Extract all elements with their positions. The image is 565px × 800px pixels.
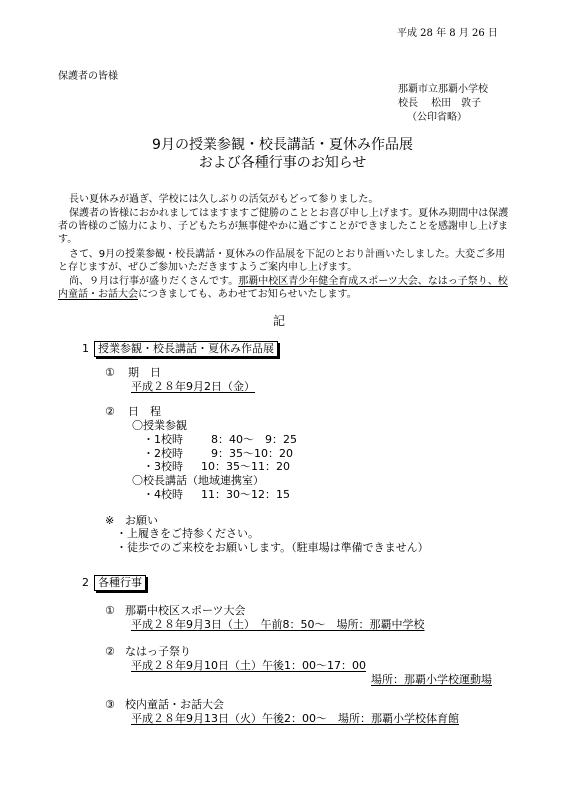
event-2-date: 平成２８年9月10日（土）午後1：00～17：00: [131, 659, 366, 672]
title-line-1: 9月の授業参観・校長講話・夏休み作品展: [152, 137, 413, 153]
item-1-value: 平成２８年9月2日（金）: [131, 380, 255, 393]
item-2-number: ②: [105, 405, 115, 418]
section-2-heading: 各種行事: [94, 575, 146, 591]
period-4-time: 11：30～12：15: [201, 488, 290, 501]
event-1-date: 平成２８年9月3日（土） 午前8：50～ 場所：那覇中学校: [131, 618, 425, 631]
section-1-heading: 授業参観・校長講話・夏休み作品展: [94, 341, 278, 357]
period-4-label: ・4校時: [143, 488, 183, 501]
event-3-name: 校内童話・お話大会: [125, 698, 224, 711]
paragraph-4: [58, 275, 510, 301]
note-2: ・徒歩でのご来校をお願いします。（駐車場は準備できません）: [116, 541, 429, 554]
jugyo-sankan-label: 〇授業参観: [132, 419, 187, 432]
event-2-number: ②: [105, 645, 115, 658]
item-1-label: 期 日: [128, 366, 161, 379]
document-date: 平成 28 年 8 月 26 日: [397, 28, 498, 39]
paragraph-3: さて、9月の授業参観・校長講話・夏休みの作品展を下記のとおり計画いたしました。大変ご多用と存じますが、ぜひご参加いただきますようご案内申し上げます。: [58, 249, 506, 273]
period-3-label: ・3校時: [143, 460, 183, 473]
school-name: 那覇市立那覇小学校: [398, 84, 488, 95]
kouwa-label: 〇校長講話（地域連携室）: [132, 474, 264, 487]
section-2-number: 2: [82, 576, 89, 589]
period-1-time: 8：40～ 9：25: [211, 433, 297, 446]
title-line-2: および各種行事のお知らせ: [198, 155, 367, 171]
event-3-number: ③: [105, 698, 115, 711]
event-1-number: ①: [105, 604, 115, 617]
paragraph-1: 長い夏休みが過ぎ、学校には久しぶりの活気がもどって参りました。: [69, 194, 379, 205]
event-2-place: 場所：那覇小学校運動場: [371, 673, 492, 686]
paragraph-2: 保護者の皆様におかれましてはますますご健勝のこととお喜び申し上げます。夏休み期間中は保護者の皆様のご協力により、子どもたちが無事健やかに過ごすことができましたことを感謝申し上げます。: [58, 208, 509, 245]
period-3-time: 10：35～11：20: [201, 460, 290, 473]
principal-name: 校長 松田 敦子: [398, 98, 482, 109]
period-2-label: ・2校時: [143, 447, 183, 460]
paragraph-4-outro: につきましても、あわせてお知らせいたします。: [138, 289, 357, 300]
event-2-name: なはっ子祭り: [125, 645, 191, 658]
ki-mark: 記: [273, 314, 286, 328]
note-title: お願い: [125, 514, 158, 527]
item-2-label: 日 程: [128, 405, 161, 418]
event-1-name: 那覇中校区スポーツ大会: [125, 604, 246, 617]
note-1: ・上履きをご持参ください。: [116, 527, 259, 540]
event-3-date: 平成２８年9月13日（火）午後2：00～ 場所：那覇小学校体育館: [131, 712, 459, 725]
seal-note: （公印省略）: [407, 112, 467, 123]
addressee: 保護者の皆様: [58, 71, 118, 82]
paragraph-4-intro: 尚、９月は行事が盛りだくさんです。: [69, 276, 239, 287]
period-2-time: 9：35～10：20: [211, 447, 293, 460]
item-1-number: ①: [105, 366, 115, 379]
section-1-number: 1: [82, 342, 89, 355]
period-1-label: ・1校時: [143, 433, 183, 446]
note-mark: ※: [105, 514, 115, 527]
paragraph-4-events: 那覇中校区青少年健全育成スポーツ大会、なはっ子祭り、校内童話・お話大会: [58, 276, 508, 300]
